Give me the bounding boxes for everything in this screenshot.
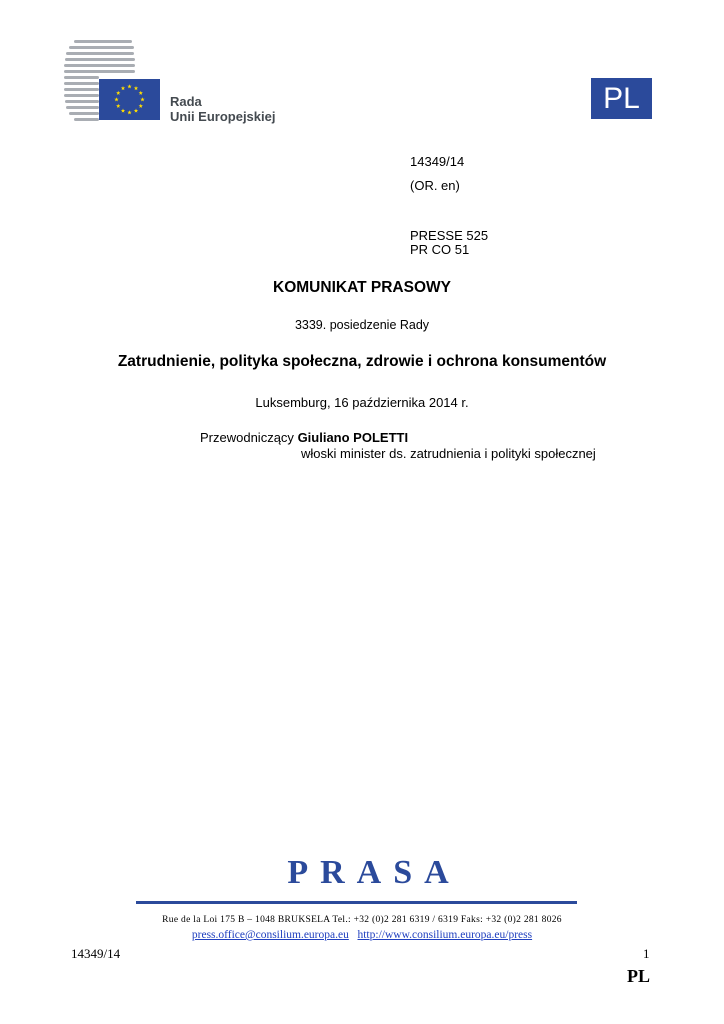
footer-reference: 14349/14 — [71, 946, 121, 961]
place-and-date: Luksemburg, 16 października 2014 r. — [255, 395, 469, 410]
press-divider — [136, 901, 577, 904]
organization-name — [170, 94, 275, 124]
council-session: 3339. posiedzenie Rady — [294, 318, 430, 332]
chair-role: włoski minister ds. zatrudnienia i polityki społecznej — [301, 446, 596, 461]
chair-line — [200, 431, 408, 445]
chair-name: Giuliano POLETTI — [297, 430, 409, 445]
press-website-link[interactable]: http://www.consilium.europa.eu/press — [357, 929, 533, 941]
footer-language-code: PL — [627, 966, 651, 986]
organization-name-line2: Unii Europejskiej — [170, 109, 276, 124]
chair-label: Przewodniczący — [200, 430, 294, 445]
council-logo — [64, 38, 164, 124]
press-email-link[interactable]: press.office@consilium.europa.eu — [191, 929, 349, 941]
page-number: 1 — [643, 946, 650, 961]
press-title: PRASA — [287, 854, 461, 891]
original-language: (OR. en) — [410, 178, 460, 193]
document-title: KOMUNIKAT PRASOWY — [273, 279, 451, 296]
document-reference: 14349/14 — [410, 154, 465, 169]
language-badge: PL — [591, 78, 652, 119]
press-links — [0, 929, 724, 941]
prco-number: PR CO 51 — [410, 242, 470, 257]
presse-number: PRESSE 525 — [410, 228, 489, 243]
document-subject: Zatrudnienie, polityka społeczna, zdrowie i ochrona konsumentów — [117, 353, 607, 370]
press-address: Rue de la Loi 175 B – 1048 BRUKSELA Tel.: +32 (0)2 281 6319 / 6319 Faks: +32 (0)2 281 8026 — [162, 915, 562, 925]
organization-name-line1: Rada — [170, 94, 202, 109]
